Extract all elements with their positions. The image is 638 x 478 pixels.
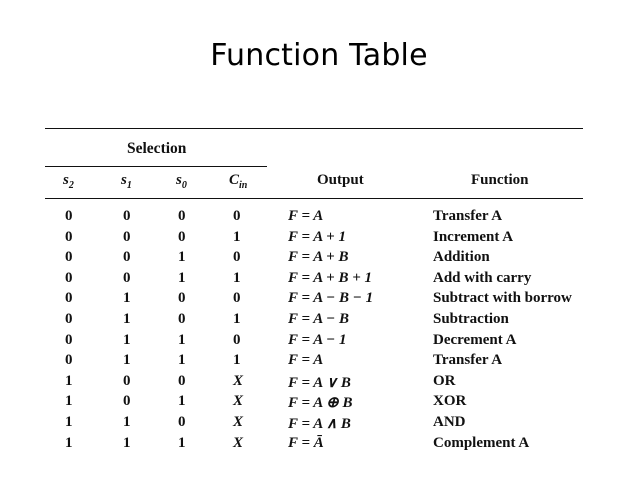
cell-s0: 1 — [178, 434, 186, 451]
cell-s0: 0 — [178, 290, 186, 307]
cell-function: Addition — [433, 249, 490, 266]
header-s2-subscript: 2 — [68, 180, 74, 191]
cell-function: Transfer A — [433, 208, 503, 224]
header-s1 — [121, 172, 132, 191]
cell-s1: 0 — [123, 393, 131, 410]
table-row — [45, 435, 583, 455]
cell-output: F = A − 1 — [288, 331, 347, 348]
cell-cin: X — [233, 372, 244, 389]
table-row — [45, 414, 583, 434]
header-s0-subscript: 0 — [181, 180, 187, 191]
cell-output: F = A — [288, 208, 324, 224]
cell-cin: X — [233, 434, 244, 451]
slide-title: Function Table — [210, 38, 428, 73]
table-row — [45, 270, 583, 290]
cell-function: Subtraction — [433, 311, 509, 327]
header-output: Output — [317, 172, 364, 188]
selection-group-label: Selection — [127, 140, 187, 157]
cell-function: AND — [433, 414, 466, 430]
cell-s1: 1 — [123, 352, 131, 369]
cell-s2: 0 — [65, 331, 73, 348]
cell-s2: 0 — [65, 290, 73, 307]
cell-output: F = A ∨ B — [288, 374, 351, 391]
table-row — [45, 249, 583, 269]
cell-cin: 1 — [233, 352, 241, 369]
cell-s0: 0 — [178, 311, 186, 327]
cell-s1: 1 — [123, 331, 131, 348]
table-row — [45, 290, 583, 310]
cell-function: Decrement A — [433, 331, 517, 348]
table-row — [45, 229, 583, 249]
table-row — [45, 393, 583, 413]
cell-output: F = A + B + 1 — [288, 269, 373, 286]
cell-s2: 0 — [65, 311, 73, 327]
cell-cin: 0 — [233, 331, 241, 348]
header-cin-symbol: C — [229, 172, 240, 188]
selection-group-rule — [45, 166, 267, 167]
cell-output: F = A + 1 — [288, 228, 346, 245]
cell-function: Increment A — [433, 228, 514, 245]
cell-output: F = Ā — [288, 434, 324, 451]
cell-s0: 0 — [178, 228, 186, 245]
cell-s2: 0 — [65, 352, 73, 369]
cell-function: XOR — [433, 393, 467, 410]
cell-s0: 1 — [178, 269, 186, 286]
header-s2-symbol: s — [63, 172, 69, 188]
cell-s2: 0 — [65, 228, 73, 245]
cell-output: F = A — [288, 352, 324, 369]
header-s1-symbol: s — [121, 172, 127, 188]
cell-s0: 1 — [178, 249, 186, 266]
table-row — [45, 332, 583, 352]
cell-cin: 0 — [233, 208, 241, 224]
cell-output: F = A ⊕ B — [288, 395, 353, 412]
cell-output: F = A ∧ B — [288, 416, 351, 432]
cell-s1: 1 — [123, 311, 131, 327]
cell-s1: 1 — [123, 414, 131, 430]
cell-cin: 0 — [233, 290, 241, 307]
cell-s2: 0 — [65, 208, 73, 224]
cell-s0: 0 — [178, 414, 186, 430]
header-cin — [229, 172, 247, 191]
cell-s0: 0 — [178, 208, 186, 224]
cell-cin: 1 — [233, 269, 241, 286]
cell-s0: 1 — [178, 393, 186, 410]
cell-s1: 0 — [123, 228, 131, 245]
cell-output: F = A + B — [288, 249, 349, 266]
cell-output: F = A − B − 1 — [288, 290, 374, 307]
cell-s1: 1 — [123, 290, 131, 307]
header-bottom-rule — [45, 198, 583, 199]
cell-function: Subtract with borrow — [433, 290, 572, 307]
header-s1-subscript: 1 — [126, 180, 132, 191]
table-row — [45, 373, 583, 393]
cell-s0: 0 — [178, 372, 186, 389]
cell-s2: 1 — [65, 434, 73, 451]
cell-cin: 0 — [233, 249, 241, 266]
table-row — [45, 352, 583, 372]
cell-s2: 1 — [65, 414, 73, 430]
table-top-rule — [45, 128, 583, 129]
header-s0 — [176, 172, 187, 191]
cell-s1: 0 — [123, 269, 131, 286]
cell-function: Add with carry — [433, 269, 532, 286]
cell-s0: 1 — [178, 331, 186, 348]
table-row — [45, 208, 583, 228]
header-s0-symbol: s — [176, 172, 182, 188]
cell-function: Complement A — [433, 434, 530, 451]
cell-s1: 0 — [123, 208, 131, 224]
cell-cin: X — [233, 393, 244, 410]
cell-s0: 1 — [178, 352, 186, 369]
cell-cin: 1 — [233, 311, 241, 327]
cell-cin: 1 — [233, 228, 241, 245]
cell-function: OR — [433, 372, 456, 389]
cell-s2: 0 — [65, 269, 73, 286]
cell-s2: 1 — [65, 372, 73, 389]
cell-s1: 0 — [123, 372, 131, 389]
cell-s1: 1 — [123, 434, 131, 451]
cell-s2: 0 — [65, 249, 73, 266]
header-s2 — [63, 172, 74, 191]
header-function: Function — [471, 172, 529, 188]
cell-s1: 0 — [123, 249, 131, 266]
table-row — [45, 311, 583, 331]
cell-cin: X — [233, 414, 244, 430]
cell-function: Transfer A — [433, 352, 503, 369]
header-cin-subscript: in — [239, 180, 248, 191]
cell-s2: 1 — [65, 393, 73, 410]
cell-output: F = A − B — [288, 311, 349, 327]
